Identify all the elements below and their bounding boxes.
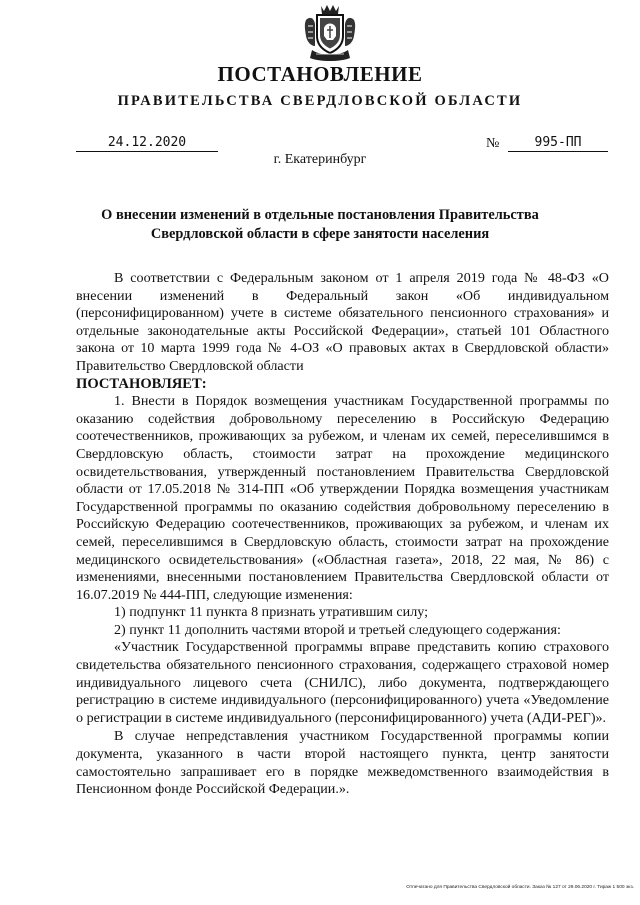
subitem-1-paragraph: 1) подпункт 11 пункта 8 признать утратившим силу; [114, 604, 429, 621]
print-imprint: Отпечатано для Правительства Свердловской области. Заказ № 127 от 29.06.2020 г. Тираж 1 500 экз. [406, 885, 634, 890]
subitem-2-paragraph: 2) пункт 11 дополнить частями второй и третьей следующего содержания: [114, 621, 561, 638]
document-number: 995-ПП [508, 135, 608, 152]
document-title: ПОСТАНОВЛЕНИЕ [217, 62, 423, 86]
preamble-paragraph: В соответствии с Федеральным законом от 1 апреля 2019 года № 48-ФЗ «О внесении изменений в Федеральный закон «Об индивидуальном (персонифицированном) учете в системе обязательного пенсионного страхования» и отдельные законодательные акты Российской Федерации», статьей 101 Областного закона от 10 марта 1999 года № 4-ОЗ «О правовых актах в Свердловской области» Правительство Свердловской области [76, 270, 609, 374]
quoted-part-3-paragraph: В случае непредставления участником Государственной программы копии документа, указанного в части второй настоящего пункта, центр занятости самостоятельно запрашивает его в порядке межведомственного взаимодействия в Пенсионном фонде Российской Федерации.». [76, 728, 609, 798]
document-city: г. Екатеринбург [273, 152, 367, 167]
issuing-authority: ПРАВИТЕЛЬСТВА СВЕРДЛОВСКОЙ ОБЛАСТИ [117, 93, 523, 109]
document-heading: О внесении изменений в отдельные постановления Правительства Свердловской области в сфере занятости населения [101, 207, 539, 242]
document-body [76, 270, 609, 799]
document-date: 24.12.2020 [76, 135, 218, 152]
item-1-paragraph: 1. Внести в Порядок возмещения участникам Государственной программы по оказанию содействия добровольному переселению в Российскую Федерацию соотечественников, проживающих за рубежом, и членам их семей, переселившимся в Свердловскую область, стоимости затрат на прохождение медицинского освидетельствования, утвержденный постановлением Правительства Свердловской области от 17.05.2018 № 314-ПП «Об утверждении Порядка возмещения участникам Государственной программы по оказанию содействия добровольному переселению в Российскую Федерацию соотечественников, проживающих за рубежом, и членам их семей, переселившимся в Свердловскую область, стоимости затрат на прохождение медицинского освидетельствования» («Областная газета», 2018, 22 мая, № 86) с изменениями, внесенными постановлением Правительства Свердловской области от 16.07.2019 № 444-ПП, следующие изменения: [76, 393, 609, 603]
coat-of-arms-icon [300, 2, 360, 64]
resolves-label: ПОСТАНОВЛЯЕТ: [76, 375, 207, 392]
quoted-part-2-paragraph: «Участник Государственной программы вправе представить копию страхового свидетельства обязательного пенсионного страхования, содержащего страховой номер индивидуального лицевого счета (СНИЛС), либо документа, подтверждающего регистрацию в системе индивидуального (персонифицированного) учета «Уведомление о регистрации в системе индивидуального (персонифицированного) учета (АДИ-РЕГ)». [76, 639, 609, 726]
number-sign: № [486, 136, 500, 151]
